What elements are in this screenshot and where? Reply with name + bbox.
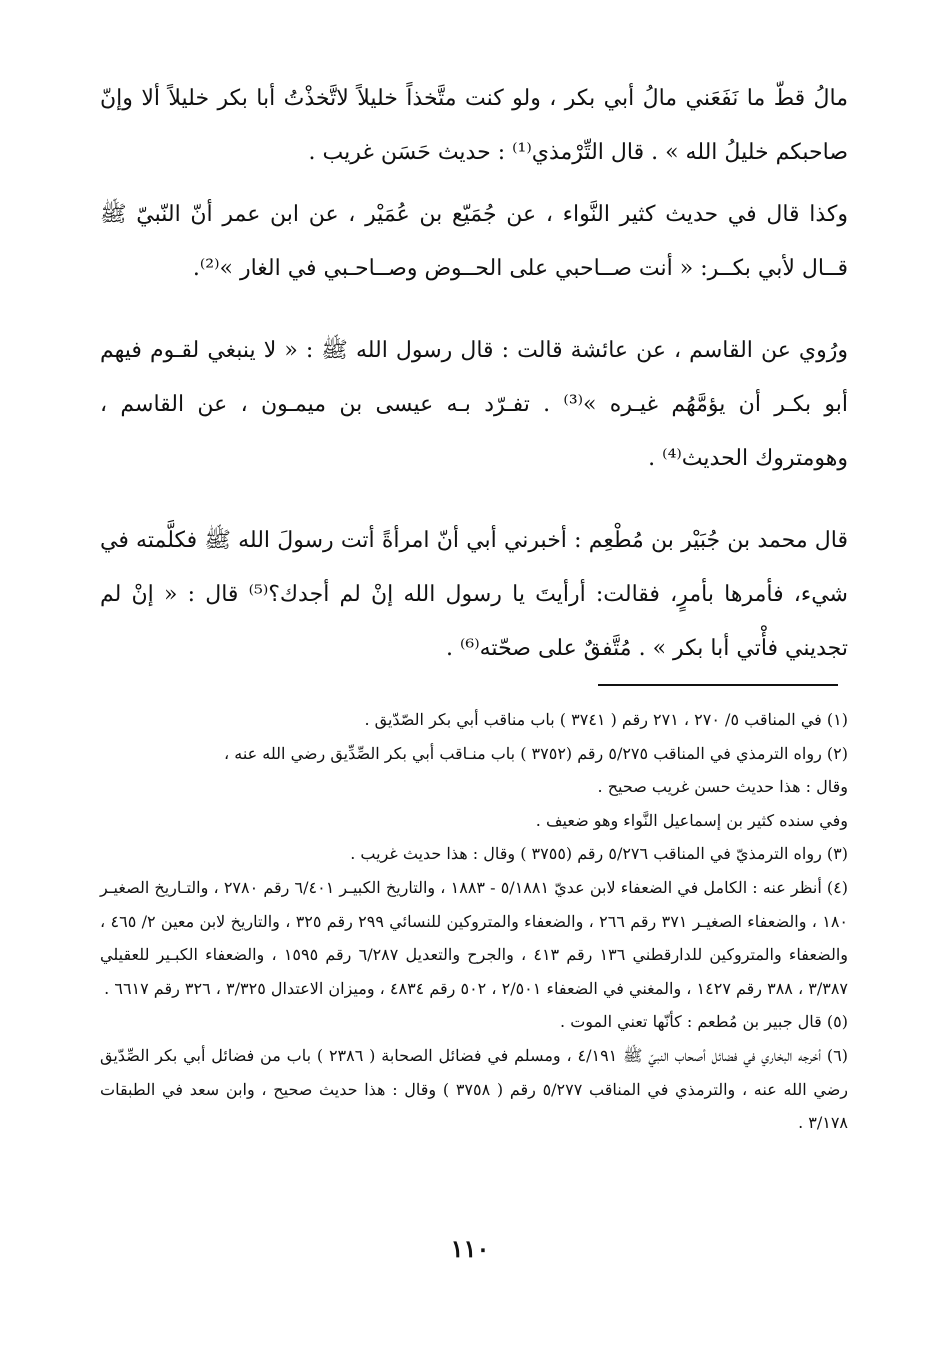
- paragraph-2: وكذا قال في حديث كثير النَّواء ، عن جُمَيّع بن عُمَيْر ، عن ابن عمر أنّ النّبيّ ﷺ قــال لأبي بكــر: « أنت صــاحبي على الحــوض وصــاحـبي في الغار »⁽²⁾.: [100, 202, 848, 281]
- page-number: ١١٠: [450, 1234, 490, 1263]
- paragraph-1: مالُ قطّ ما نَفَعَني مالُ أبي بكر ، ولو كنت متَّخذاً خليلاً لاتَّخذْتُ أبا بكر خليلاً ألا وإنّ صاحبكم خليلُ الله » . قال التِّرْمذي⁽¹⁾ : حديث حَسَن غريب .: [100, 86, 848, 165]
- footnote-2-line-3: وفي سنده كثير بن إسماعيل النَّواء وهو ضعيف .: [535, 810, 848, 830]
- footnote-2-line-2: وقال : هذا حديث حسن غريب صحيح .: [597, 777, 848, 797]
- footnote-4: (٤) أنظر عنه : الكامل في الضعفاء لابن عديّ ٥/١٨٨١ - ١٨٨٣ ، والتاريخ الكبيـر ٦/٤٠١ رقم ٢٧٨٠ ، والتـاريخ الصغيـر ١٨٠ ، والضعفاء الصغيـر ٣٧١ رقم ٢٦٦ ، والضعفاء والمتروكين للنسائي ٢٩٩ رقم ٣٢٥ ، والتاريخ لابن معين ٢/ ٤٦٥ ، والضعفاء والمتروكين للدارقطني ١٣٦ رقم ٤١٣ ، والجرح والتعديل ٦/٢٨٧ رقم ١٥٩٥ ، والضعفاء الكبـير للعقيلي ٣/٣٨٧ ، ٣٨٨ رقم ١٤٢٧ ، والمغني في الضعفاء ٢/٥٠١ ، ٥٠٢ رقم ٤٨٣٤ ، وميزان الاعتدال ٣/٣٢٥ ، ٣٢٦ رقم ٦٦١٧ .: [100, 877, 849, 998]
- main-text: [100, 72, 848, 676]
- footnote-5: (٥) قال جبير بن مُطعم : كأنّها تعني الموت .: [560, 1012, 848, 1032]
- footnotes: [100, 703, 848, 1140]
- footnote-1: (١) في المناقب ٥/ ٢٧٠ ، ٢٧١ رقم ( ٣٧٤١ ) باب مناقب أبي بكر الصّدّيق .: [364, 710, 848, 729]
- footnote-divider: [598, 684, 838, 686]
- footnote-2: (٢) رواه الترمذي في المناقب ٥/٢٧٥ رقم (٣٧٥٢ ) باب منـاقب أبي بكر الصِّدِّيق رضي الله عنه ،: [224, 743, 848, 763]
- paragraph-4: قال محمد بن جُبَيْر بن مُطْعِم : أخبرني أبي أنّ امرأةً أتت رسولَ الله ﷺ فكلَّمته في شيء، فأمرها بأمرٍ، فقالت: أرأيتَ يا رسول الله إنْ لم أجدك؟⁽⁵⁾ قال : « إنْ لم تجديني فأْتي أبا بكر » . مُتَّفقٌ على صحّته⁽⁶⁾ .: [100, 528, 848, 661]
- footnote-6: (٦) أخرجه البخاري في فضائل أصحاب النبيّ ﷺ ٤/١٩١ ، ومسلم في فضائل الصحابة ( ٢٣٨٦ ) باب من فضائل أبي بكر الصِّدّيق رضي الله عنه ، والترمذي في المناقب ٥/٢٧٧ رقم ( ٣٧٥٨ ) وقال : هذا حديث صحيح ، وابن سعد في الطبقات ٣/١٧٨ .: [100, 1045, 849, 1133]
- footnote-3: (٣) رواه الترمذيّ في المناقب ٥/٢٧٦ رقم (٣٧٥٥ ) وقال : هذا حديث غريب .: [350, 844, 848, 864]
- paragraph-3: ورُوي عن القاسم ، عن عائشة قالت : قال رسول الله ﷺ : « لا ينبغي لقـوم فيهم أبو بكـر أن يؤمَّهُم غيـره »⁽³⁾ . تفـرّد بـه عيسى بن ميمـون ، عن القاسم ، وهومتروك الحديث⁽⁴⁾ .: [100, 338, 848, 471]
